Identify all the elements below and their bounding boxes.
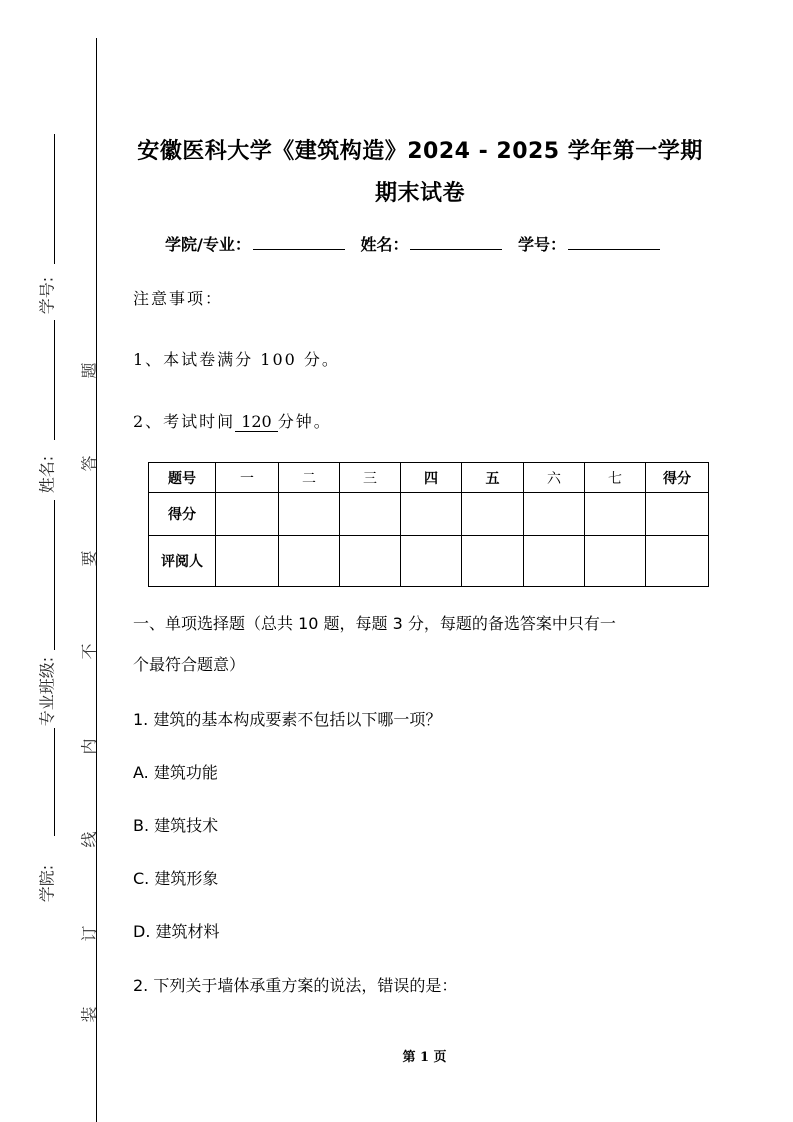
name-field[interactable]: [410, 233, 502, 250]
student-id-line-bottom: [54, 320, 55, 440]
student-info-row: [165, 232, 670, 255]
score-table-header-cell: 四: [401, 463, 462, 493]
reviewer-cell[interactable]: [646, 536, 709, 587]
seal-char: 要: [79, 550, 99, 567]
exam-duration-value: 120: [235, 412, 278, 432]
seal-char: 题: [79, 362, 99, 379]
reviewer-cell[interactable]: [585, 536, 646, 587]
seal-char: 装: [79, 1006, 99, 1023]
question-1-option-c[interactable]: C. 建筑形象: [133, 869, 219, 888]
info-label-name: 姓名：: [360, 235, 409, 254]
score-table-header-cell: 二: [279, 463, 340, 493]
score-table-header-cell: 一: [216, 463, 279, 493]
reviewer-cell[interactable]: [216, 536, 279, 587]
score-table-header-cell: 题号: [149, 463, 216, 493]
note-item-2: [133, 409, 332, 432]
score-table-header-cell: 五: [462, 463, 524, 493]
score-cell[interactable]: [524, 493, 585, 536]
score-table-header-row: [149, 463, 709, 493]
section-heading-line2: 个最符合题意）: [133, 655, 246, 674]
question-2-stem: 2. 下列关于墙体承重方案的说法，错误的是：: [133, 976, 458, 995]
score-cell[interactable]: [340, 493, 401, 536]
page-number: 第 1 页: [402, 1050, 447, 1065]
score-table-row: [149, 493, 709, 536]
reviewer-cell[interactable]: [401, 536, 462, 587]
student-id-field[interactable]: [568, 233, 660, 250]
reviewer-row-label: 评阅人: [149, 536, 216, 587]
note-item-1: 1、本试卷满分 100 分。: [133, 350, 340, 369]
section-heading-line1: 一、单项选择题（总共 10 题，每题 3 分，每题的备选答案中只有一: [133, 614, 616, 633]
reviewer-cell[interactable]: [340, 536, 401, 587]
score-table-row: [149, 536, 709, 587]
seal-char: 不: [79, 643, 99, 660]
score-table-header-cell: 得分: [646, 463, 709, 493]
score-cell[interactable]: [279, 493, 340, 536]
exam-title: 安徽医科大学《建筑构造》2024 - 2025 学年第一学期: [137, 139, 703, 164]
reviewer-cell[interactable]: [279, 536, 340, 587]
question-1-option-b[interactable]: B. 建筑技术: [133, 816, 219, 835]
class-line-bottom: [54, 728, 55, 836]
margin-label-college: 学院:: [37, 864, 57, 903]
score-table-header-cell: 七: [585, 463, 646, 493]
reviewer-cell[interactable]: [524, 536, 585, 587]
seal-char: 答: [79, 455, 99, 472]
note-item-2-suffix: 分钟。: [277, 412, 332, 431]
notes-heading: 注意事项：: [133, 289, 224, 308]
college-major-field[interactable]: [253, 233, 345, 250]
score-table: [148, 462, 709, 587]
margin-label-major-class: 专业班级:: [37, 656, 57, 727]
margin-label-student-id: 学号:: [37, 276, 57, 315]
score-cell[interactable]: [462, 493, 524, 536]
score-row-label: 得分: [149, 493, 216, 536]
seal-char: 线: [79, 831, 99, 848]
score-cell[interactable]: [216, 493, 279, 536]
question-1-stem: 1. 建筑的基本构成要素不包括以下哪一项？: [133, 710, 442, 729]
score-table-header-cell: 六: [524, 463, 585, 493]
reviewer-cell[interactable]: [462, 536, 524, 587]
name-line-bottom: [54, 500, 55, 650]
score-cell[interactable]: [585, 493, 646, 536]
exam-subtitle: 期末试卷: [374, 181, 465, 206]
seal-char: 订: [79, 925, 99, 942]
info-label-student-id: 学号：: [518, 235, 567, 254]
score-table-header-cell: 三: [340, 463, 401, 493]
question-1-option-d[interactable]: D. 建筑材料: [133, 922, 220, 941]
info-label-college-major: 学院/专业：: [165, 235, 251, 254]
question-1-option-a[interactable]: A. 建筑功能: [133, 763, 218, 782]
score-cell[interactable]: [646, 493, 709, 536]
seal-char: 内: [79, 738, 99, 755]
note-item-2-prefix: 2、考试时间: [133, 412, 236, 431]
score-cell[interactable]: [401, 493, 462, 536]
margin-label-name: 姓名:: [37, 455, 57, 494]
